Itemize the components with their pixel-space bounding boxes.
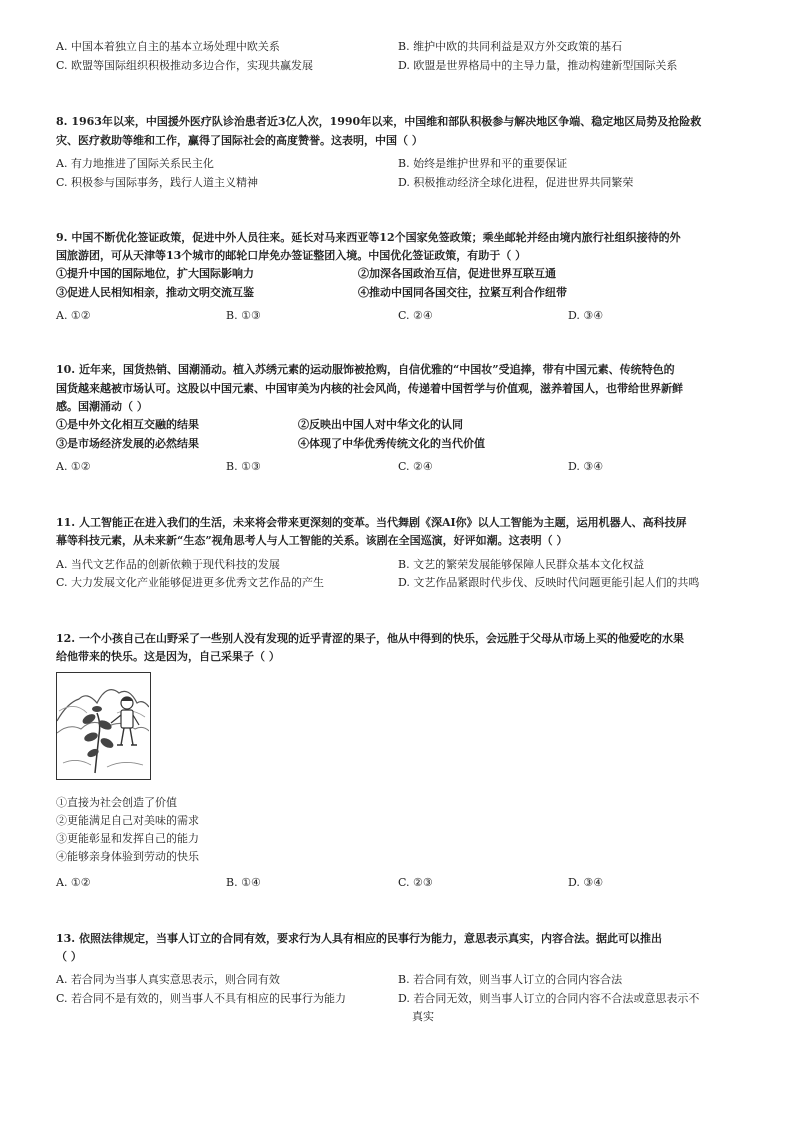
q10-item-1: ①是中外文化相互交融的结果 <box>56 418 199 431</box>
q12-stem-line-1: 12. 一个小孩自己在山野采了一些别人没有发现的近乎青涩的果子，他从中得到的快乐，会远胜于父母从市场上买的他爱吃的水果 <box>56 632 684 645</box>
q11-option-d: D. 文艺作品紧跟时代步伐、反映时代问题更能引起人们的共鸣 <box>398 576 700 589</box>
q10-choice-a: A. ①② <box>56 460 91 473</box>
q12-stem-line-2: 给他带来的快乐。这是因为，自己采果子（ ） <box>56 650 280 663</box>
q10-item-4: ④体现了中华优秀传统文化的当代价值 <box>298 437 485 450</box>
q13-option-d-line-1: D. 若合同无效，则当事人订立的合同内容不合法或意思表示不 <box>398 992 700 1005</box>
q13-stem-line-2: （ ） <box>56 950 82 963</box>
q13-stem-line-1: 13. 依照法律规定，当事人订立的合同有效，要求行为人具有相应的民事行为能力，意思表示真实，内容合法。据此可以推出 <box>56 932 662 945</box>
q12-item-4: ④能够亲身体验到劳动的快乐 <box>56 850 199 863</box>
q12-choice-d: D. ③④ <box>568 876 604 889</box>
q11-stem-line-2: 幕等科技元素，从未来新“生态”视角思考人与人工智能的关系。该剧在全国巡演，好评如潮。这表明（ ） <box>56 534 568 547</box>
q7-option-b: B. 维护中欧的共同利益是双方外交政策的基石 <box>398 40 623 53</box>
child-picking-fruit-illustration <box>56 672 151 780</box>
q9-stem-line-2: 国旅游团，可从天津等13个城市的邮轮口岸免办签证整团入境。中国优化签证政策，有助于（ ） <box>56 249 527 262</box>
q8-stem-line-1: 8. 1963年以来，中国援外医疗队诊治患者近3亿人次，1990年以来，中国维和部队积极参与解决地区争端、稳定地区局势及抢险救 <box>56 115 702 128</box>
q10-item-3: ③是市场经济发展的必然结果 <box>56 437 199 450</box>
q12-item-1: ①直接为社会创造了价值 <box>56 796 177 809</box>
q7-option-d: D. 欧盟是世界格局中的主导力量，推动构建新型国际关系 <box>398 59 678 72</box>
q10-stem-line-2: 国货越来越被市场认可。这股以中国元素、中国审美为内核的社会风尚，传递着中国哲学与价值观，滋养着国人，也带给世界新鲜 <box>56 382 683 395</box>
q11-stem-line-1: 11. 人工智能正在进入我们的生活，未来将会带来更深刻的变革。当代舞剧《深AI你》以人工智能为主题，运用机器人、高科技屏 <box>56 516 687 529</box>
q9-choice-a: A. ①② <box>56 309 91 322</box>
q12-choice-a: A. ①② <box>56 876 91 889</box>
q12-item-3: ③更能彰显和发挥自己的能力 <box>56 832 199 845</box>
q9-item-3: ③促进人民相知相亲，推动文明交流互鉴 <box>56 286 254 299</box>
q12-item-2: ②更能满足自己对美味的需求 <box>56 814 199 827</box>
q8-option-b: B. 始终是维护世界和平的重要保证 <box>398 157 568 170</box>
q9-item-1: ①提升中国的国际地位，扩大国际影响力 <box>56 267 254 280</box>
q13-option-b: B. 若合同有效，则当事人订立的合同内容合法 <box>398 973 623 986</box>
q7-option-c: C. 欧盟等国际组织积极推动多边合作，实现共赢发展 <box>56 59 314 72</box>
q12-choice-c: C. ②③ <box>398 876 433 889</box>
q9-item-2: ②加深各国政治互信，促进世界互联互通 <box>358 267 556 280</box>
q10-stem-line-3: 感。国潮涌动（ ） <box>56 400 148 413</box>
q8-option-c: C. 积极参与国际事务，践行人道主义精神 <box>56 176 259 189</box>
q11-option-a: A. 当代文艺作品的创新依赖于现代科技的发展 <box>56 558 280 571</box>
q9-choice-b: B. ①③ <box>226 309 261 322</box>
q9-choice-c: C. ②④ <box>398 309 433 322</box>
q10-choice-b: B. ①③ <box>226 460 261 473</box>
q10-stem-line-1: 10. 近年来，国货热销、国潮涌动。植入苏绣元素的运动服饰被抢购，自信优雅的“中国妆”受追捧，带有中国元素、传统特色的 <box>56 363 675 376</box>
q9-choice-d: D. ③④ <box>568 309 604 322</box>
q7-option-a: A. 中国本着独立自主的基本立场处理中欧关系 <box>56 40 280 53</box>
q9-stem-line-1: 9. 中国不断优化签证政策，促进中外人员往来。延长对马来西亚等12个国家免签政策；乘坐邮轮并经由境内旅行社组织接待的外 <box>56 231 681 244</box>
q10-item-2: ②反映出中国人对中华文化的认同 <box>298 418 463 431</box>
q8-option-d: D. 积极推动经济全球化进程，促进世界共同繁荣 <box>398 176 634 189</box>
q13-option-c: C. 若合同不是有效的，则当事人不具有相应的民事行为能力 <box>56 992 347 1005</box>
illustration-drawing <box>57 673 149 778</box>
q10-choice-c: C. ②④ <box>398 460 433 473</box>
q13-option-d-line-2: 真实 <box>412 1010 434 1023</box>
q9-item-4: ④推动中国同各国交往，拉紧互利合作纽带 <box>358 286 567 299</box>
q12-choice-b: B. ①④ <box>226 876 261 889</box>
q8-option-a: A. 有力地推进了国际关系民主化 <box>56 157 214 170</box>
q13-option-a: A. 若合同为当事人真实意思表示，则合同有效 <box>56 973 280 986</box>
q11-option-c: C. 大力发展文化产业能够促进更多优秀文艺作品的产生 <box>56 576 325 589</box>
q10-choice-d: D. ③④ <box>568 460 604 473</box>
q11-option-b: B. 文艺的繁荣发展能够保障人民群众基本文化权益 <box>398 558 645 571</box>
q8-stem-line-2: 灾、医疗救助等维和工作，赢得了国际社会的高度赞誉。这表明，中国（ ） <box>56 134 423 147</box>
